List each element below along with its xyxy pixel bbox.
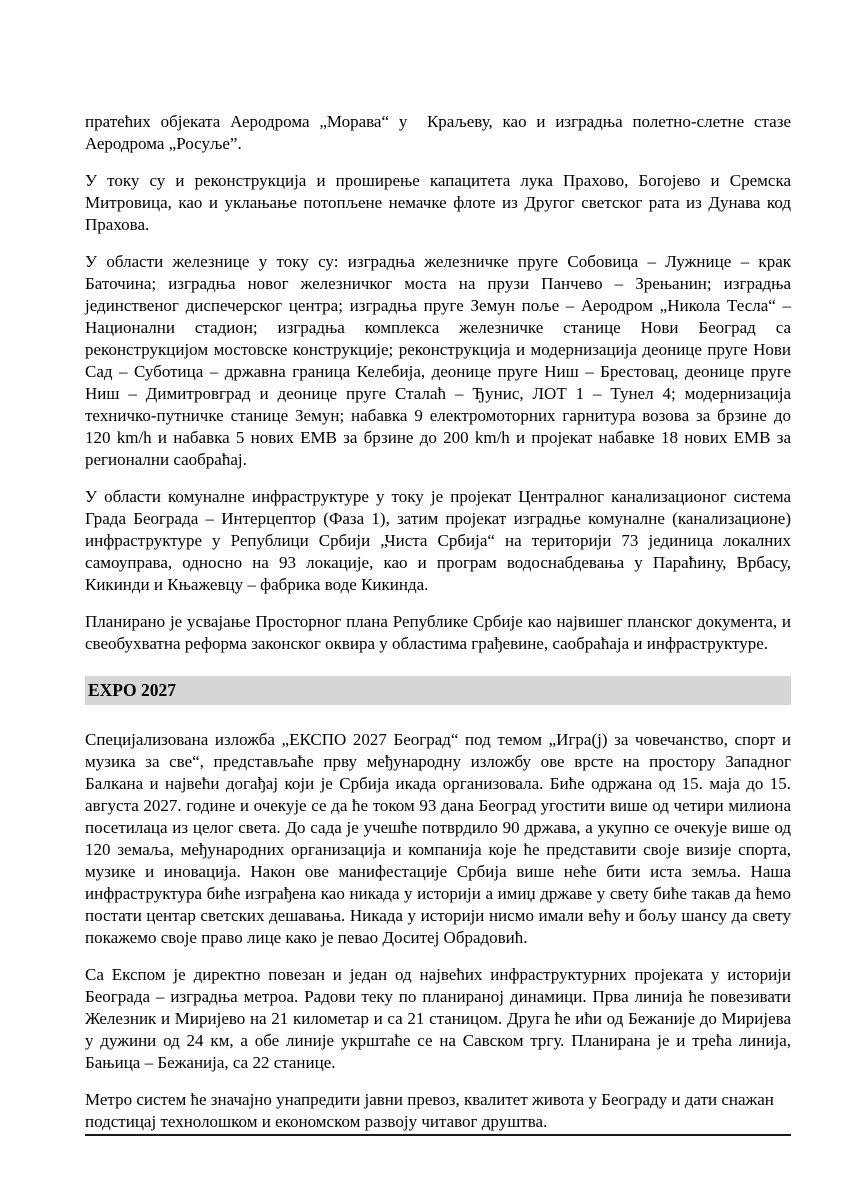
section-heading-expo-2027: EXPO 2027 [85,676,791,705]
paragraph-metro-lines: Са Експом је директно повезан и један од највећих инфраструктурних пројеката у историји Београда – изградња метроа. Радови теку по планираној динамици. Прва линија ће повезивати Железник и Миријево на 21 километар и са 21 станицом. Друга ће ићи од Бежаније до Миријева у дужини од 24 км, а обе линије укрштаће се на Савском тргу. Планирана је и трећа линија, Бањица – Бежанија, са 22 станице. [85,965,791,1072]
paragraph-airports: пратећих објеката Аеродрома „Морава“ у Краљеву, као и изградња полетно-слетне стазе Аеродрома „Росуље”. [85,112,791,153]
document-content [85,111,791,1136]
paragraph-spatial-plan: Планирано је усвајање Просторног плана Републике Србије као највишег планског документа, и свеобухватна реформа законског оквира у областима грађевине, саобраћаја и инфраструктуре. [85,612,791,653]
paragraph-railways: У области железнице у току су: изградња железничке пруге Собовица – Лужнице – крак Баточина; изградња новог железничког моста на прузи Панчево – Зрењанин; изградња јединственог диспечерског центра; изградња пруге Земун поље – Аеродром „Никола Тесла“ – Национални стадион; изградња комплекса железничке станице Нови Београд са реконструкцијом мостовске конструкције; реконструкција и модернизација деонице пруге Нови Сад – Суботица – државна граница Келебија, деонице пруге Ниш – Брестовац, деонице пруге Ниш – Димитровград и деонице пруге Сталаћ – Ђунис, ЛОТ 1 – Тунел 4; модернизација техничко-путничке станице Земун; набавка 9 електромоторних гарнитура возова за брзине до 120 km/h и набавка 5 нових ЕМВ за брзине до 200 km/h и пројекат набавке 18 нових ЕМВ за регионални саобраћај. [85,252,791,469]
paragraph-expo-overview: Специјализована изложба „ЕКСПО 2027 Београд“ под темом „Игра(ј) за човечанство, спорт и музика за све“, представљаће прву међународну изложбу ове врсте на простору Западног Балкана и највећи догађај који је Србија икада организовала. Биће одржана од 15. маја до 15. августа 2027. године и очекује се да ће током 93 дана Београд угостити више од четири милиона посетилаца из целог света. До сада је учешће потврдило 90 држава, а укупно се очекује више од 120 земаља, међународних организација и компанија које ће представити своје визије спорта, музике и иновација. Након ове манифестације Србија више неће бити иста земља. Наша инфраструктура биће изграђена као никада у историји а имиџ државе у свету биће такав да ћемо постати центар светских дешавања. Никада у историји нисмо имали већу и бољу шансу да свету покажемо своје право лице како је певао Доситеј Обрадовић. [85,730,791,947]
paragraph-communal-infrastructure: У области комуналне инфраструктуре у току је пројекат Централног канализационог система Града Београда – Интерцептор (Фаза 1), затим пројекат изградње комуналне (канализационе) инфраструктуре у Републици Србији „Чиста Србија“ на територији 73 јединица локалних самоуправа, односно на 93 локације, као и програм водоснабдевања у Параћину, Врбасу, Кикинди и Књажевцу – фабрика воде Кикинда. [85,487,791,594]
paragraph-ports: У току су и реконструкција и проширење капацитета лука Прахово, Богојево и Сремска Митровица, као и уклањање потопљене немачке флоте из Другог светског рата из Дунава код Прахова. [85,171,791,234]
paragraph-metro-benefits bottom-divider-line: Метро систем ће значајно унапредити јавни превоз, квалитет живота у Београду и дати снажан подстицај технолошком и економском развоју читавог друштва. [85,1089,791,1136]
